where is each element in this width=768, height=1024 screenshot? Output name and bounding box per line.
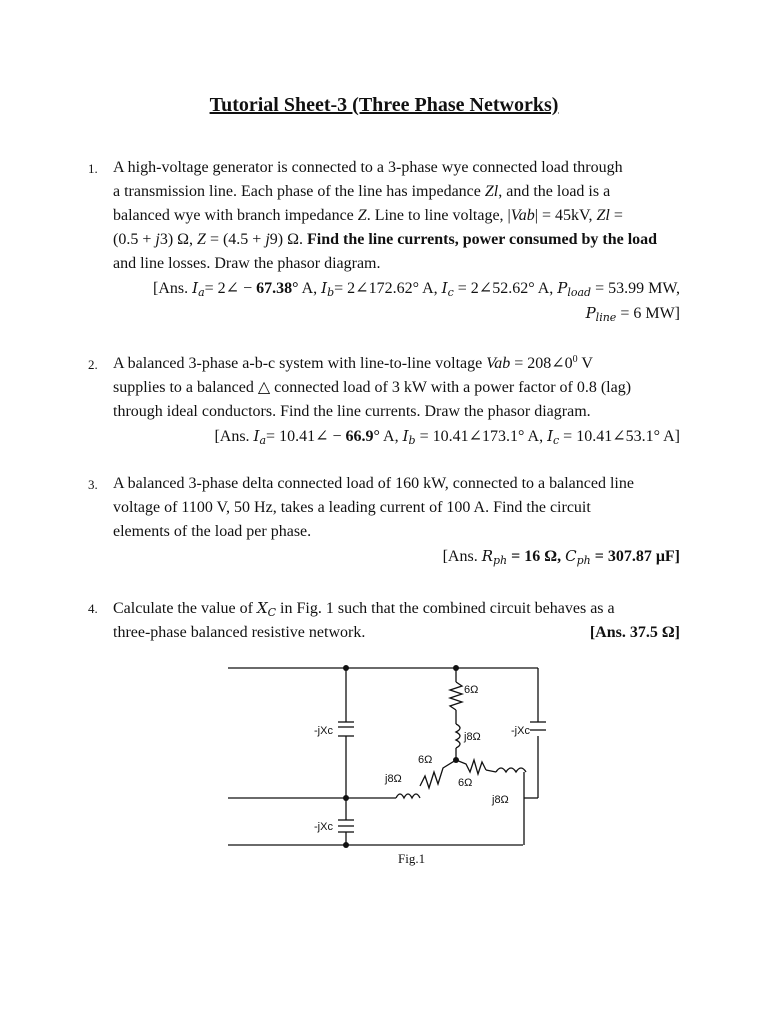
page-title: Tutorial Sheet-3 (Three Phase Networks) (209, 94, 559, 116)
question-2-line-2: supplies to a balanced △ connected load of 3 kW with a power factor of 0.8 (lag) (113, 379, 632, 396)
answer-2: [Ans. $I_a=$ 10.41∠ − 66.9° A, $I_b$ = 10.41∠173.1° A, $I_c$ = 10.41∠53.1° A] (214, 427, 680, 447)
circuit-diagram (228, 660, 548, 875)
figure-1 (228, 660, 548, 875)
question-4-text (113, 596, 680, 645)
question-3-text (113, 472, 680, 544)
answer-1-line-1: [Ans. $I_a=$ 2∠ − 67.38° A, $I_b=$ 2∠172.62° A, $I_c$ = 2∠52.62° A, $P_{load} = 53.99$ MW, (153, 279, 680, 299)
question-1-line-3: balanced wye with branch impedance Z. Line to line voltage, |Vab| = 45kV, Zl = (113, 207, 623, 224)
question-1-line-4: (0.5 + j3) Ω, Z = (4.5 + j9) Ω. Find the line currents, power consumed by the load (113, 231, 658, 248)
question-3-line-1: A balanced 3-phase delta connected load of 160 kW, connected to a balanced line (113, 475, 634, 492)
inductor-label: j8Ω (464, 731, 481, 743)
question-3 (88, 472, 680, 569)
question-number: 3. (88, 477, 98, 492)
junction-dots (343, 665, 459, 848)
answer-4: [Ans. 37.5 Ω] (589, 624, 680, 641)
capacitor-label: -jXc (314, 725, 333, 737)
figure-caption: Fig.1 (398, 851, 426, 866)
question-2-line-3: through ideal conductors. Find the line currents. Draw the phasor diagram. (113, 403, 591, 420)
question-3-line-3: elements of the load per phase. (113, 523, 312, 540)
question-2 (88, 352, 680, 449)
question-4-line-2-text: three-phase balanced resistive network. (113, 624, 366, 641)
resistor-label: 6Ω (464, 684, 479, 696)
question-3-line-2: voltage of 1100 V, 50 Hz, takes a leading current of 100 A. Find the circuit (113, 499, 591, 516)
question-4 (88, 596, 680, 645)
question-4-line-2 (113, 621, 680, 645)
inductor-label: j8Ω (492, 794, 509, 806)
question-number: 1. (88, 161, 98, 176)
answer-3: [Ans. $R_{ph} = 16$ Ω, $C_{ph} = 307.87$ μF] (442, 547, 680, 567)
resistor-label: 6Ω (418, 754, 433, 766)
resistor-label: 6Ω (458, 777, 473, 789)
capacitor-label: -jXc (511, 725, 530, 737)
capacitor-label: -jXc (314, 821, 333, 833)
question-1-line-5: and line losses. Draw the phasor diagram. (113, 255, 381, 272)
question-1-line-2: a transmission line. Each phase of the line has impedance Zl, and the load is a (113, 183, 611, 200)
question-1-text (113, 156, 680, 276)
question-2-line-1: A balanced 3-phase a-b-c system with line-to-line voltage Vab = $208\angle 0^0$ V (113, 354, 593, 372)
answer-1-line-2: $P_{line} = 6$ MW] (585, 304, 680, 324)
question-number: 4. (88, 601, 98, 616)
question-number: 2. (88, 357, 98, 372)
answer-1 (88, 276, 680, 326)
inductor-label: j8Ω (385, 773, 402, 785)
question-1 (88, 156, 680, 326)
question-1-line-1: A high-voltage generator is connected to a 3-phase wye connected load through (113, 159, 623, 176)
question-2-text (113, 352, 680, 424)
question-4-line-1: Calculate the value of $X_C$ in Fig. 1 such that the combined circuit behaves as a (113, 599, 615, 619)
